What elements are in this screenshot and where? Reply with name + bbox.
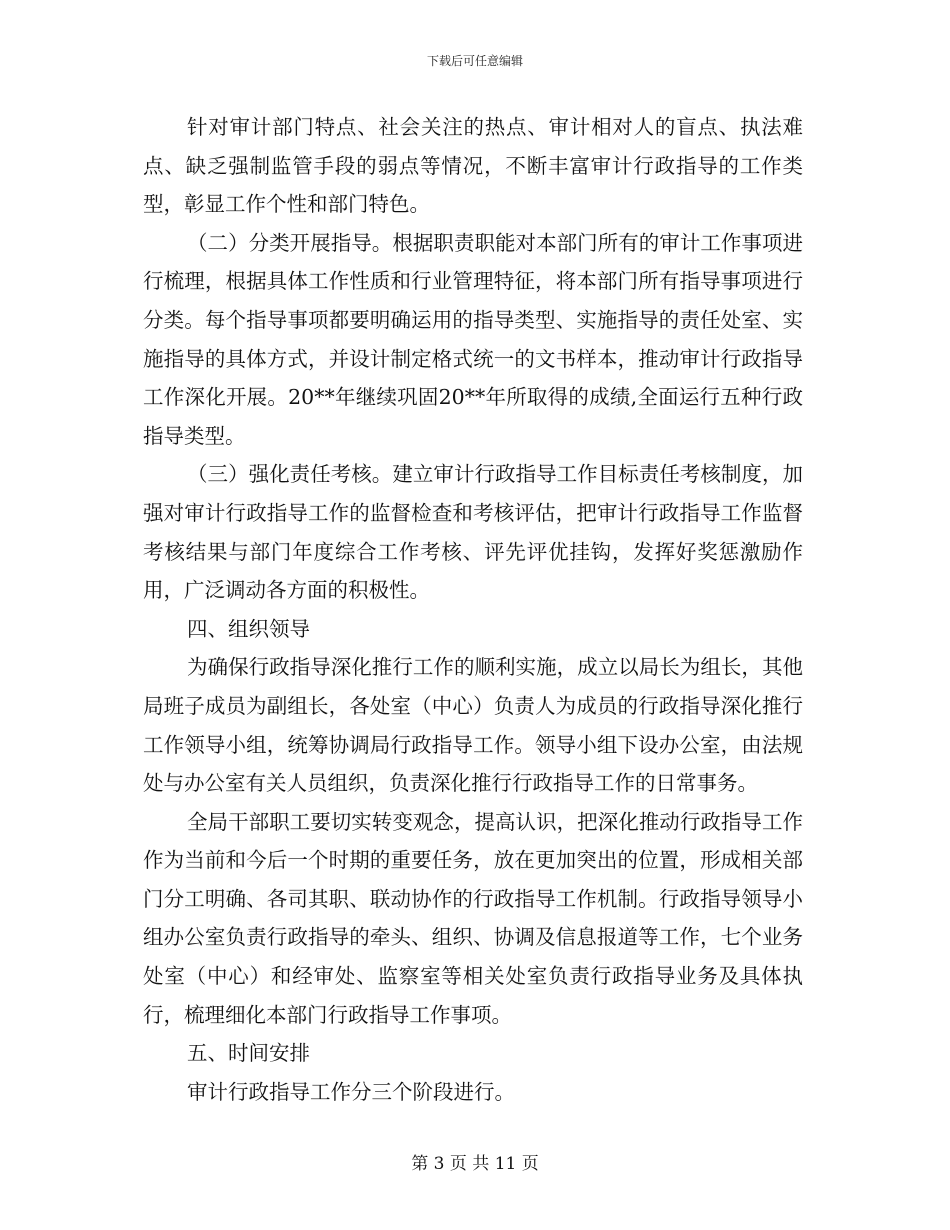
paragraph-staff-requirements: 全局干部职工要切实转变观念，提高认识，把深化推动行政指导工作作为当前和今后一个时期的重要任务，放在更加突出的位置，形成相关部门分工明确、各司其职、联动协作的行政指导工作机制。行政指导领导小组办公室负责行政指导的牵头、组织、协调及信息报道等工作，七个业务处室（中心）和经审处、监察室等相关处室负责行政指导业务及具体执行，梳理细化本部门行政指导工作事项。	[143, 809, 803, 1027]
document-body	[143, 108, 803, 1111]
paragraph-audit-guidance-types: 针对审计部门特点、社会关注的热点、审计相对人的盲点、执法难点、缺乏强制监管手段的弱点等情况，不断丰富审计行政指导的工作类型，彰显工作个性和部门特色。	[143, 115, 803, 217]
paragraph-leading-group: 为确保行政指导深化推行工作的顺利实施，成立以局长为组长，其他局班子成员为副组长，各处室（中心）负责人为成员的行政指导深化推行工作领导小组，统筹协调局行政指导工作。领导小组下设办公室，由法规处与办公室有关人员组织，负责深化推行行政指导工作的日常事务。	[143, 655, 803, 796]
section-heading-schedule: 五、时间安排	[187, 1041, 310, 1066]
page-header: 下载后可任意编辑	[426, 54, 523, 68]
paragraph-classified-guidance: （二）分类开展指导。根据职责职能对本部门所有的审计工作事项进行梳理，根据具体工作性质和行业管理特征，将本部门所有指导事项进行分类。每个指导事项都要明确运用的指导类型、实施指导的责任处室、实施指导的具体方式，并设计制定格式统一的文书样本，推动审计行政指导工作深化开展。20**年继续巩固20**年所取得的成绩,全面运行五种行政指导类型。	[143, 230, 803, 448]
paragraph-responsibility-assessment: （三）强化责任考核。建立审计行政指导工作目标责任考核制度，加强对审计行政指导工作的监督检查和考核评估，把审计行政指导工作监督考核结果与部门年度综合工作考核、评先评优挂钩，发挥好奖惩激励作用，广泛调动各方面的积极性。	[143, 462, 803, 603]
section-heading-organization: 四、组织领导	[187, 616, 310, 641]
page-number-footer: 第 3 页 共 11 页	[411, 1154, 539, 1174]
paragraph-three-stages: 审计行政指导工作分三个阶段进行。	[187, 1079, 515, 1104]
